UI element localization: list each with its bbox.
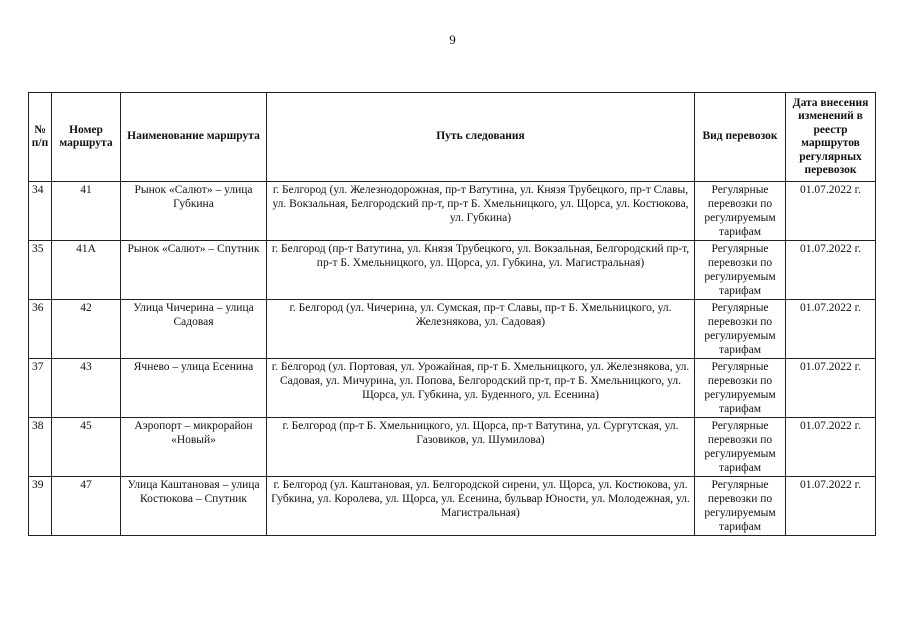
cell-num: 34 [29,182,52,241]
cell-route-name: Рынок «Салют» – Спутник [121,241,267,300]
table-row [29,241,876,300]
cell-transport-type: Регулярные перевозки по регулируемым тарифам [695,182,786,241]
cell-num: 37 [29,359,52,418]
header-route-number: Номер маршрута [52,93,121,182]
cell-route-number: 47 [52,477,121,536]
header-num: № п/п [29,93,52,182]
table-row [29,182,876,241]
cell-num: 39 [29,477,52,536]
table-row [29,359,876,418]
header-change-date: Дата внесения изменений в реестр маршрутов регулярных перевозок [786,93,876,182]
cell-route-number: 42 [52,300,121,359]
cell-route-path: г. Белгород (ул. Портовая, ул. Урожайная, пр-т Б. Хмельницкого, ул. Железнякова, ул. Садовая, ул. Мичурина, ул. Попова, Белгородский пр-т, пр-т Б. Хмельницкого, ул. Щорса, ул. Губкина, ул. Буденного, ул. Есенина) [267,359,695,418]
cell-transport-type: Регулярные перевозки по регулируемым тарифам [695,418,786,477]
table-header-row [29,93,876,182]
cell-route-number: 41А [52,241,121,300]
cell-change-date: 01.07.2022 г. [786,241,876,300]
cell-transport-type: Регулярные перевозки по регулируемым тарифам [695,300,786,359]
header-route-name: Наименование маршрута [121,93,267,182]
cell-change-date: 01.07.2022 г. [786,477,876,536]
cell-route-path: г. Белгород (пр-т Ватутина, ул. Князя Трубецкого, ул. Вокзальная, Белгородский пр-т, пр-т Б. Хмельницкого, ул. Щорса, ул. Губкина, ул. Магистральная) [267,241,695,300]
routes-registry-table [28,92,876,536]
cell-transport-type: Регулярные перевозки по регулируемым тарифам [695,359,786,418]
cell-change-date: 01.07.2022 г. [786,418,876,477]
cell-route-number: 43 [52,359,121,418]
cell-num: 38 [29,418,52,477]
table-row [29,300,876,359]
cell-route-number: 45 [52,418,121,477]
header-transport-type: Вид перевозок [695,93,786,182]
cell-route-name: Улица Каштановая – улица Костюкова – Спутник [121,477,267,536]
cell-change-date: 01.07.2022 г. [786,359,876,418]
cell-num: 35 [29,241,52,300]
cell-route-name: Улица Чичерина – улица Садовая [121,300,267,359]
cell-route-name: Рынок «Салют» – улица Губкина [121,182,267,241]
table-row [29,477,876,536]
cell-transport-type: Регулярные перевозки по регулируемым тарифам [695,477,786,536]
cell-route-path: г. Белгород (пр-т Б. Хмельницкого, ул. Щорса, пр-т Ватутина, ул. Сургутская, ул. Газовиков, ул. Шумилова) [267,418,695,477]
cell-change-date: 01.07.2022 г. [786,300,876,359]
cell-route-name: Ячнево – улица Есенина [121,359,267,418]
cell-route-path: г. Белгород (ул. Железнодорожная, пр-т Ватутина, ул. Князя Трубецкого, пр-т Славы, ул. Вокзальная, Белгородский пр-т, пр-т Б. Хмельницкого, ул. Щорса, ул. Костюкова, ул. Губкина) [267,182,695,241]
cell-transport-type: Регулярные перевозки по регулируемым тарифам [695,241,786,300]
cell-route-path: г. Белгород (ул. Чичерина, ул. Сумская, пр-т Славы, пр-т Б. Хмельницкого, ул. Железнякова, ул. Садовая) [267,300,695,359]
cell-route-path: г. Белгород (ул. Каштановая, ул. Белгородской сирени, ул. Щорса, ул. Костюкова, ул. Губкина, ул. Королева, ул. Щорса, ул. Есенина, бульвар Юности, ул. Молодежная, ул. Магистральная) [267,477,695,536]
header-route-path: Путь следования [267,93,695,182]
cell-change-date: 01.07.2022 г. [786,182,876,241]
page-number: 9 [449,32,456,47]
cell-route-name: Аэропорт – микрорайон «Новый» [121,418,267,477]
cell-route-number: 41 [52,182,121,241]
table-row [29,418,876,477]
cell-num: 36 [29,300,52,359]
